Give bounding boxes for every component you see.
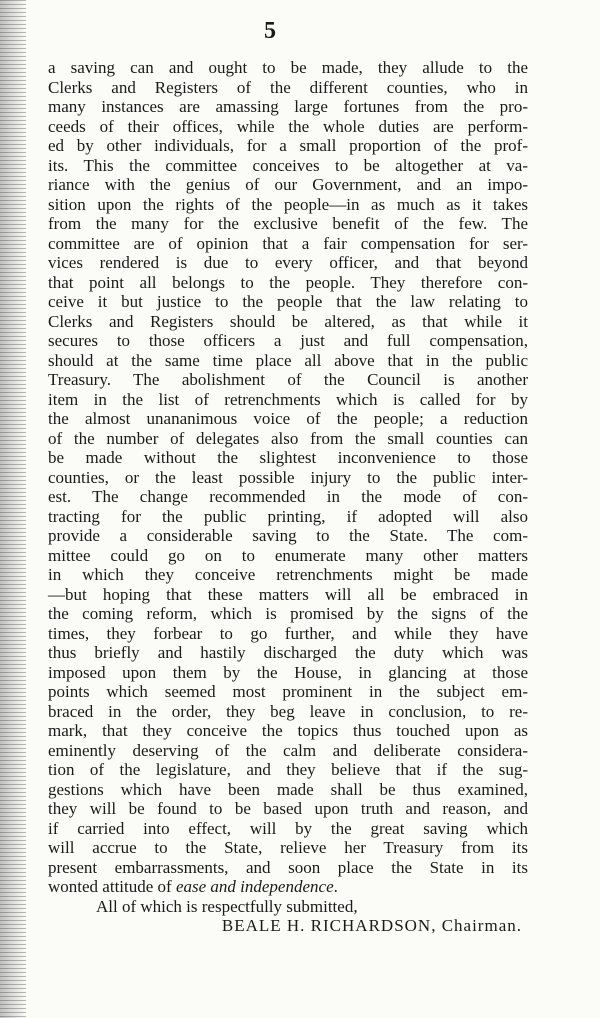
- text-line: will accrue to the State, relieve her Treasury from its: [48, 838, 528, 857]
- text-line: riance with the genius of our Government, and an impo-: [48, 175, 528, 194]
- closing-line: All of which is respectfully submitted,: [96, 896, 358, 916]
- text-line: the coming reform, which is promised by the signs of the: [48, 604, 528, 623]
- text-line: of the number of delegates also from the small counties can: [48, 428, 528, 448]
- text-line: tion of the legislature, and they believe that if the sug-: [48, 760, 528, 779]
- text-line: gestions which have been made shall be thus examined,: [48, 779, 528, 799]
- text-line: present embarrassments, and soon place the State in its: [48, 857, 528, 877]
- text-line: that point all belongs to the people. They therefore con-: [48, 272, 528, 292]
- binding-edge: [0, 0, 26, 1018]
- text-line: secures to those officers a just and full compensation,: [48, 331, 528, 350]
- text-line: mittee could go on to enumerate many other matters: [48, 545, 528, 565]
- text-line: if carried into effect, will by the great saving which: [48, 818, 528, 838]
- text-line: eminently deserving of the calm and deliberate considera-: [48, 740, 528, 760]
- text-line: a saving can and ought to be made, they allude to the: [48, 58, 528, 77]
- text-line: be made without the slightest inconvenience to those: [48, 448, 528, 467]
- text-line: committee are of opinion that a fair compensation for ser-: [48, 233, 528, 253]
- report-lines: [48, 58, 528, 877]
- report-body: [48, 58, 528, 936]
- text-line: vices rendered is due to every officer, and that beyond: [48, 253, 528, 272]
- text-line: est. The change recommended in the mode of con-: [48, 487, 528, 506]
- signature: BEALE H. RICHARDSON, Chairman.: [221, 916, 522, 935]
- text-line: mark, that they conceive the topics thus touched upon as: [48, 721, 528, 740]
- text-line: imposed upon them by the House, in glancing at those: [48, 662, 528, 682]
- text-line: thus briefly and hastily discharged the duty which was: [48, 643, 528, 662]
- text-line: braced in the order, they beg leave in conclusion, to re-: [48, 701, 528, 721]
- text-line: should at the same time place all above that in the public: [48, 350, 528, 370]
- text-line: ed by other individuals, for a small proportion of the prof-: [48, 136, 528, 155]
- emphasized-phrase: ease and independence: [175, 877, 334, 896]
- text-line: item in the list of retrenchments which is called for by: [48, 389, 528, 409]
- final-line-prefix: wonted attitude of: [48, 877, 176, 896]
- text-line: ceive it but justice to the people that the law relating to: [48, 292, 528, 311]
- text-line: in which they conceive retrenchments might be made: [48, 565, 528, 584]
- text-line: many instances are amassing large fortunes from the pro-: [48, 97, 528, 116]
- text-line: its. This the committee conceives to be altogether at va-: [48, 155, 528, 175]
- text-line: provide a considerable saving to the State. The com-: [48, 526, 528, 545]
- text-line: the almost unananimous voice of the people; a reduction: [48, 409, 528, 428]
- text-line-final: [48, 877, 528, 897]
- text-line: counties, or the least possible injury to the public inter-: [48, 467, 528, 487]
- text-line: they will be found to be based upon truth and reason, and: [48, 799, 528, 818]
- text-line: from the many for the exclusive benefit of the few. The: [48, 214, 528, 233]
- text-line: ceeds of their offices, while the whole duties are perform-: [48, 116, 528, 136]
- text-line: Clerks and Registers should be altered, as that while it: [48, 311, 528, 331]
- text-line: times, they forbear to go further, and while they have: [48, 623, 528, 643]
- text-line: tracting for the public printing, if adopted will also: [48, 506, 528, 526]
- final-line-suffix: .: [333, 877, 338, 896]
- text-line: Clerks and Registers of the different counties, who in: [48, 77, 528, 97]
- text-line: —but hoping that these matters will all be embraced in: [48, 584, 528, 604]
- text-line: points which seemed most prominent in the subject em-: [48, 682, 528, 701]
- text-line: Treasury. The abolishment of the Council is another: [48, 370, 528, 389]
- text-line: sition upon the rights of the people—in as much as it takes: [48, 194, 528, 214]
- page-number: 5: [264, 18, 276, 44]
